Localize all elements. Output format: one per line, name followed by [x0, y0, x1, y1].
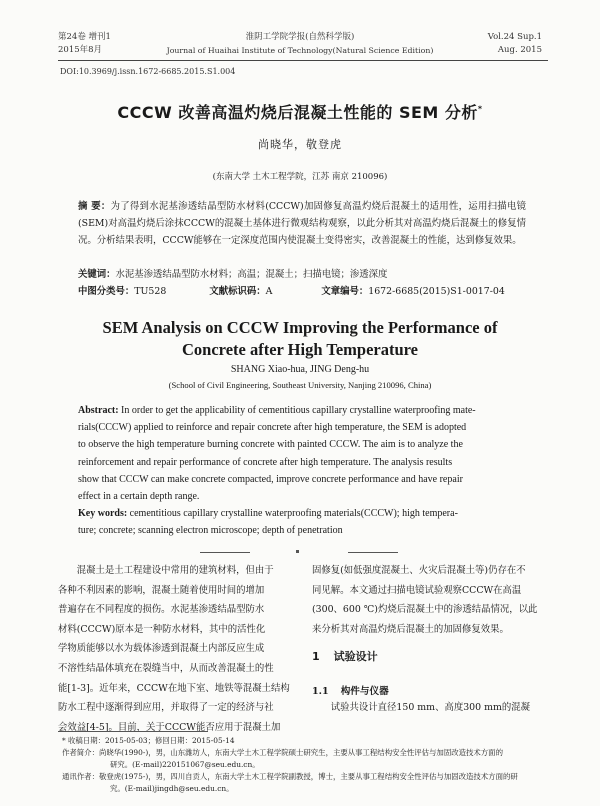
keywords-en-line-1: cementitious capillary crystalline waterproofing materials(CCCW); high tempera- — [129, 508, 458, 520]
section-1-number: 1 — [312, 650, 320, 663]
abstract-en-line-1: In order to get the applicability of cementitious capillary crystalline waterproofing mate- — [121, 405, 476, 416]
body-left-line: 各种不利因素的影响，混凝土随着使用时间的增加 — [58, 584, 265, 596]
abstract-en-line-5: show that CCCW can make concrete compacted, improve concrete performance and have repair — [78, 473, 463, 485]
body-right-line: 同见解。本文通过扫描电镜试验观察CCCW在高温 — [312, 584, 522, 596]
abstract-cn-label: 摘 要： — [78, 201, 111, 212]
title-cn-text: CCCW 改善高温灼烧后混凝土性能的 SEM 分析 — [117, 103, 478, 122]
body-right-column — [312, 561, 546, 639]
section-1-1-number: 1.1 — [312, 686, 329, 697]
keywords-en-line-2: ture; concrete; scanning electron microscope; depth of penetration — [78, 525, 343, 537]
header-date-en: Aug. 2015 — [497, 45, 542, 55]
title-en-line1: SEM Analysis on CCCW Improving the Performance of — [102, 318, 498, 337]
footnote-corresponding: 通讯作者：敬登虎(1975-)，男，四川自贡人，东南大学土木工程学院副教授，博士，主要从事工程结构安全性评估与加固改造技术方面的研 — [62, 772, 518, 781]
footnote-corresponding-email: 究。(E-mail)jingdh@seu.edu.cn。 — [110, 784, 234, 793]
classification — [78, 283, 538, 300]
abstract-en-line-3: to observe the high temperature burning concrete with painted CCCW. The aim is to analyze the — [78, 439, 463, 451]
body-left-line: 不溶性结晶体填充在裂缝当中，从而改善混凝土的性 — [58, 662, 274, 674]
body-right-line: 来分析其对高温灼烧后混凝土的加固修复效果。 — [312, 623, 509, 635]
affiliation-cn: (东南大学 土木工程学院，江苏 南京 210096) — [212, 172, 388, 182]
header-volume-cn: 第24卷 增刊1 — [58, 32, 111, 42]
header-date-cn: 2015年8月 — [58, 45, 103, 55]
abstract-en-line-4: reinforcement and repair performance of concrete after high temperature. The analysis results — [78, 456, 453, 468]
title-footnote-mark: * — [477, 104, 483, 114]
abstract-en-label: Abstract: — [78, 405, 119, 416]
body-left-line: 学物质能够以水为载体渗透到混凝土内部反应生成 — [58, 643, 265, 655]
body-left-column — [58, 561, 296, 737]
abstract-en — [78, 402, 526, 540]
footnote-author: 作者简介：尚晓华(1990-)，男，山东潍坊人，东南大学土木工程学院硕士研究生，主要从事工程结构安全性评估与加固改造技术方面的 — [62, 748, 503, 757]
header-rule — [58, 60, 548, 61]
doc-code-value: A — [265, 286, 273, 297]
section-1-1-text: 试验共设计直径150 mm、高度300 mm的混凝 — [330, 702, 530, 713]
body-left-line: 能[1-3]。近年来，CCCW在地下室、地铁等混凝土结构 — [58, 682, 290, 694]
clc-label: 中图分类号： — [78, 286, 135, 297]
body-left-line: 混凝土是土工程建设中常用的建筑材料，但由于 — [76, 565, 274, 576]
footnote-author-email: 研究。(E-mail)220151067@seu.edu.cn。 — [110, 760, 260, 769]
body-right-line: (300、600 ℃)灼烧后混凝土中的渗透结晶情况，以此 — [312, 604, 538, 616]
article-number-value: 1672-6685(2015)S1-0017-04 — [368, 286, 505, 297]
header-journal-en: Journal of Huaihai Institute of Technology(Natural Science Edition) — [166, 46, 434, 55]
authors-en: SHANG Xiao-hua, JING Deng-hu — [230, 364, 370, 375]
section-1-1-heading — [312, 683, 389, 697]
affiliation-en: (School of Civil Engineering, Southeast University, Nanjing 210096, China) — [168, 380, 432, 390]
article-number-label: 文章编号： — [321, 286, 369, 297]
keywords-en-label: Key words: — [78, 508, 128, 520]
title-cn — [0, 100, 600, 123]
keywords-cn-text: 水泥基渗透结晶型防水材料；高温；混凝土；扫描电镜；渗透深度 — [115, 269, 388, 280]
doc-code-label: 文献标识码： — [209, 286, 266, 297]
clc-value: TU528 — [134, 286, 167, 297]
body-left-line: 普遍存在不同程度的损伤。水泥基渗透结晶型防水 — [58, 604, 265, 616]
body-left-line: 防水工程中逐渐得到应用，并取得了一定的经济与社 — [58, 702, 274, 714]
section-1-title: 试验设计 — [333, 650, 378, 663]
doi: DOI:10.3969/j.issn.1672-6685.2015.S1.004 — [60, 67, 236, 76]
abstract-cn-text: 为了得到水泥基渗透结晶型防水材料(CCCW)加固修复高温灼烧后混凝土的适用性，运用扫描电镜(SEM)对高温灼烧后涂抹CCCW的混凝土基体进行微观结构观察，以此分析其对高温灼烧后混凝土的修复情况。分析结果表明，CCCW能够在一定深度范围内使混凝土变得密实，改善混凝土的性能，达到修复效果。 — [78, 201, 526, 247]
authors-cn: 尚晓华，敬登虎 — [258, 138, 342, 151]
title-en-line2: Concrete after High Temperature — [182, 340, 418, 359]
abstract-en-line-2: rials(CCCW) applied to reinforce and repair concrete after high temperature, the SEM is adopted — [78, 422, 467, 434]
footnote-rule — [58, 731, 208, 732]
footnotes — [62, 735, 552, 795]
separator-left — [200, 552, 250, 553]
section-1-1-title: 构件与仪器 — [340, 686, 389, 697]
keywords-cn-label: 关键词： — [78, 269, 116, 280]
body-right-line: 固修复(如低强度混凝土、火灾后混凝土等)仍存在不 — [312, 565, 526, 576]
header-journal-cn: 淮阴工学院学报(自然科学版) — [245, 32, 355, 42]
section-1-heading — [312, 648, 378, 664]
footnote-received: * 收稿日期：2015-05-03；修回日期：2015-05-14 — [62, 736, 235, 745]
body-left-line: 材料(CCCW)原本是一种防水材料，其中的活性化 — [58, 623, 266, 635]
separator-right — [348, 552, 398, 553]
abstract-en-line-6: effect in a certain depth range. — [78, 491, 200, 503]
body-left-line: 会效益[4-5]。目前，关于CCCW能否应用于混凝土加 — [58, 721, 281, 733]
abstract-cn — [78, 198, 526, 250]
separator-dot — [296, 550, 299, 553]
keywords-cn — [78, 266, 526, 283]
header-volume-en: Vol.24 Sup.1 — [487, 32, 542, 42]
